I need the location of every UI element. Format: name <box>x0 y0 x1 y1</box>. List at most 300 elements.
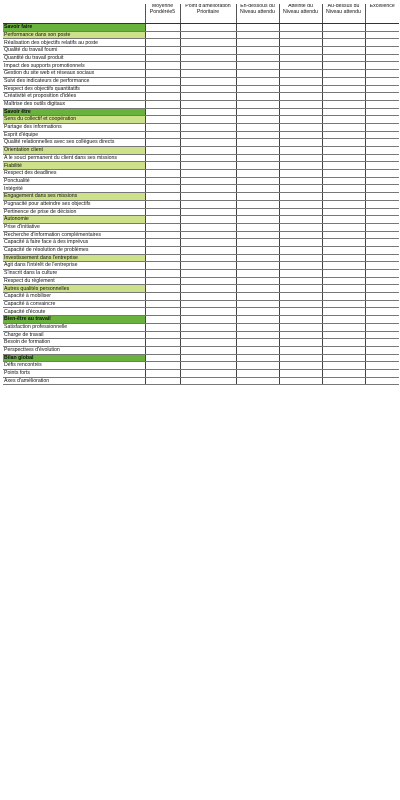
row-label: Esprit d'équipe <box>3 131 145 139</box>
rating-cell[interactable] <box>180 377 236 385</box>
rating-cell[interactable] <box>279 285 322 293</box>
rating-cell[interactable] <box>322 139 365 147</box>
rating-cell[interactable] <box>180 285 236 293</box>
rating-cell[interactable] <box>365 116 399 124</box>
rating-cell[interactable] <box>279 147 322 155</box>
rating-cell[interactable] <box>365 377 399 385</box>
rating-cell[interactable] <box>145 346 180 354</box>
rating-cell[interactable] <box>365 200 399 208</box>
rating-cell[interactable] <box>322 246 365 254</box>
rating-cell[interactable] <box>279 362 322 370</box>
rating-cell[interactable] <box>365 285 399 293</box>
rating-cell[interactable] <box>279 246 322 254</box>
rating-cell[interactable] <box>365 31 399 39</box>
rating-cell[interactable] <box>365 162 399 170</box>
rating-cell[interactable] <box>236 246 279 254</box>
rating-cell[interactable] <box>180 346 236 354</box>
rating-cell[interactable] <box>145 270 180 278</box>
rating-cell[interactable] <box>236 170 279 178</box>
rating-cell[interactable] <box>145 93 180 101</box>
rating-cell[interactable] <box>279 339 322 347</box>
rating-cell[interactable] <box>279 323 322 331</box>
rating-cell[interactable] <box>279 208 322 216</box>
rating-cell[interactable] <box>279 131 322 139</box>
rating-cell[interactable] <box>180 277 236 285</box>
rating-cell[interactable] <box>180 362 236 370</box>
rating-cell[interactable] <box>145 316 180 324</box>
rating-cell[interactable] <box>180 223 236 231</box>
rating-cell[interactable] <box>279 170 322 178</box>
rating-cell[interactable] <box>145 277 180 285</box>
rating-cell[interactable] <box>279 270 322 278</box>
rating-cell[interactable] <box>279 162 322 170</box>
table-row <box>3 323 399 331</box>
rating-cell[interactable] <box>236 216 279 224</box>
rating-cell[interactable] <box>180 262 236 270</box>
rating-cell[interactable] <box>279 369 322 377</box>
rating-cell[interactable] <box>236 185 279 193</box>
rating-cell[interactable] <box>279 100 322 108</box>
rating-cell[interactable] <box>322 377 365 385</box>
rating-cell[interactable] <box>322 93 365 101</box>
table-row <box>3 200 399 208</box>
rating-cell[interactable] <box>279 123 322 131</box>
rating-cell[interactable] <box>365 362 399 370</box>
rating-cell[interactable] <box>279 77 322 85</box>
rating-cell[interactable] <box>180 131 236 139</box>
rating-cell[interactable] <box>180 270 236 278</box>
rating-cell[interactable] <box>236 316 279 324</box>
rating-cell[interactable] <box>236 139 279 147</box>
rating-cell[interactable] <box>236 277 279 285</box>
rating-cell[interactable] <box>236 362 279 370</box>
rating-cell[interactable] <box>365 369 399 377</box>
rating-cell[interactable] <box>365 108 399 116</box>
rating-cell[interactable] <box>145 339 180 347</box>
rating-cell[interactable] <box>365 208 399 216</box>
rating-cell[interactable] <box>322 100 365 108</box>
rating-cell[interactable] <box>322 77 365 85</box>
rating-cell[interactable] <box>180 254 236 262</box>
rating-cell[interactable] <box>322 354 365 362</box>
rating-cell[interactable] <box>180 154 236 162</box>
rating-cell[interactable] <box>365 47 399 55</box>
rating-cell[interactable] <box>145 47 180 55</box>
rating-cell[interactable] <box>279 193 322 201</box>
rating-cell[interactable] <box>180 54 236 62</box>
rating-cell[interactable] <box>322 339 365 347</box>
rating-cell[interactable] <box>236 223 279 231</box>
rating-cell[interactable] <box>236 116 279 124</box>
rating-cell[interactable] <box>145 208 180 216</box>
rating-cell[interactable] <box>365 177 399 185</box>
rating-cell[interactable] <box>180 108 236 116</box>
rating-cell[interactable] <box>145 369 180 377</box>
rating-cell[interactable] <box>279 223 322 231</box>
rating-cell[interactable] <box>279 85 322 93</box>
rating-cell[interactable] <box>236 147 279 155</box>
rating-cell[interactable] <box>365 246 399 254</box>
rating-cell[interactable] <box>236 308 279 316</box>
rating-cell[interactable] <box>236 339 279 347</box>
rating-cell[interactable] <box>145 223 180 231</box>
rating-cell[interactable] <box>322 231 365 239</box>
rating-cell[interactable] <box>180 24 236 32</box>
rating-cell[interactable] <box>180 200 236 208</box>
rating-cell[interactable] <box>145 239 180 247</box>
rating-cell[interactable] <box>365 216 399 224</box>
rating-cell[interactable] <box>145 170 180 178</box>
rating-cell[interactable] <box>236 162 279 170</box>
rating-cell[interactable] <box>236 31 279 39</box>
rating-cell[interactable] <box>365 62 399 70</box>
table-body <box>3 24 399 385</box>
rating-cell[interactable] <box>322 200 365 208</box>
rating-cell[interactable] <box>145 24 180 32</box>
rating-cell[interactable] <box>365 24 399 32</box>
rating-cell[interactable] <box>322 116 365 124</box>
rating-cell[interactable] <box>322 31 365 39</box>
rating-cell[interactable] <box>180 77 236 85</box>
rating-cell[interactable] <box>322 346 365 354</box>
rating-cell[interactable] <box>145 308 180 316</box>
rating-cell[interactable] <box>236 193 279 201</box>
rating-cell[interactable] <box>145 262 180 270</box>
rating-cell[interactable] <box>279 377 322 385</box>
rating-cell[interactable] <box>365 93 399 101</box>
rating-cell[interactable] <box>236 285 279 293</box>
row-label: Investissement dans l'entreprise <box>3 254 145 262</box>
rating-cell[interactable] <box>145 200 180 208</box>
rating-cell[interactable] <box>365 170 399 178</box>
rating-cell[interactable] <box>365 185 399 193</box>
rating-cell[interactable] <box>180 231 236 239</box>
rating-cell[interactable] <box>236 293 279 301</box>
rating-cell[interactable] <box>180 177 236 185</box>
rating-cell[interactable] <box>322 369 365 377</box>
rating-cell[interactable] <box>322 193 365 201</box>
rating-cell[interactable] <box>180 116 236 124</box>
rating-cell[interactable] <box>180 185 236 193</box>
rating-cell[interactable] <box>279 70 322 78</box>
rating-cell[interactable] <box>145 108 180 116</box>
rating-cell[interactable] <box>236 331 279 339</box>
rating-cell[interactable] <box>236 346 279 354</box>
rating-cell[interactable] <box>279 24 322 32</box>
rating-cell[interactable] <box>145 123 180 131</box>
rating-cell[interactable] <box>365 77 399 85</box>
rating-cell[interactable] <box>236 123 279 131</box>
rating-cell[interactable] <box>236 77 279 85</box>
rating-cell[interactable] <box>322 147 365 155</box>
rating-cell[interactable] <box>322 239 365 247</box>
rating-cell[interactable] <box>279 346 322 354</box>
rating-cell[interactable] <box>145 77 180 85</box>
rating-cell[interactable] <box>236 54 279 62</box>
subsection-row <box>3 285 399 293</box>
rating-cell[interactable] <box>236 24 279 32</box>
rating-cell[interactable] <box>322 123 365 131</box>
rating-cell[interactable] <box>322 316 365 324</box>
rating-cell[interactable] <box>322 54 365 62</box>
rating-cell[interactable] <box>180 193 236 201</box>
rating-cell[interactable] <box>279 185 322 193</box>
row-label: Quantité du travail produit <box>3 54 145 62</box>
rating-cell[interactable] <box>180 100 236 108</box>
rating-cell[interactable] <box>236 93 279 101</box>
rating-cell[interactable] <box>180 331 236 339</box>
rating-cell[interactable] <box>145 70 180 78</box>
rating-cell[interactable] <box>279 354 322 362</box>
rating-cell[interactable] <box>365 354 399 362</box>
rating-cell[interactable] <box>365 270 399 278</box>
rating-cell[interactable] <box>145 62 180 70</box>
rating-cell[interactable] <box>236 239 279 247</box>
rating-cell[interactable] <box>279 262 322 270</box>
rating-cell[interactable] <box>279 47 322 55</box>
rating-cell[interactable] <box>279 239 322 247</box>
rating-cell[interactable] <box>236 323 279 331</box>
rating-cell[interactable] <box>180 70 236 78</box>
rating-cell[interactable] <box>180 354 236 362</box>
rating-cell[interactable] <box>180 316 236 324</box>
rating-cell[interactable] <box>236 354 279 362</box>
rating-cell[interactable] <box>279 154 322 162</box>
rating-cell[interactable] <box>365 70 399 78</box>
rating-cell[interactable] <box>365 154 399 162</box>
rating-cell[interactable] <box>322 293 365 301</box>
rating-cell[interactable] <box>279 308 322 316</box>
row-label: Points forts <box>3 369 145 377</box>
rating-cell[interactable] <box>279 39 322 47</box>
rating-cell[interactable] <box>145 323 180 331</box>
rating-cell[interactable] <box>279 231 322 239</box>
rating-cell[interactable] <box>180 369 236 377</box>
rating-cell[interactable] <box>180 139 236 147</box>
rating-cell[interactable] <box>180 39 236 47</box>
rating-cell[interactable] <box>236 70 279 78</box>
rating-cell[interactable] <box>145 39 180 47</box>
rating-cell[interactable] <box>236 208 279 216</box>
table-row <box>3 270 399 278</box>
rating-cell[interactable] <box>322 208 365 216</box>
rating-cell[interactable] <box>180 293 236 301</box>
rating-cell[interactable] <box>180 308 236 316</box>
rating-cell[interactable] <box>322 254 365 262</box>
rating-cell[interactable] <box>180 208 236 216</box>
rating-cell[interactable] <box>180 339 236 347</box>
rating-cell[interactable] <box>322 308 365 316</box>
rating-cell[interactable] <box>365 39 399 47</box>
rating-cell[interactable] <box>279 93 322 101</box>
rating-cell[interactable] <box>145 185 180 193</box>
rating-cell[interactable] <box>145 377 180 385</box>
row-label: Savoir être <box>3 108 145 116</box>
rating-cell[interactable] <box>145 362 180 370</box>
rating-cell[interactable] <box>145 293 180 301</box>
rating-cell[interactable] <box>365 100 399 108</box>
rating-cell[interactable] <box>279 200 322 208</box>
rating-cell[interactable] <box>180 147 236 155</box>
rating-cell[interactable] <box>279 300 322 308</box>
rating-cell[interactable] <box>322 216 365 224</box>
rating-cell[interactable] <box>322 162 365 170</box>
rating-cell[interactable] <box>322 331 365 339</box>
rating-cell[interactable] <box>365 123 399 131</box>
rating-cell[interactable] <box>145 254 180 262</box>
rating-cell[interactable] <box>236 200 279 208</box>
rating-cell[interactable] <box>236 231 279 239</box>
rating-cell[interactable] <box>236 39 279 47</box>
rating-cell[interactable] <box>145 331 180 339</box>
row-label: Bilan global <box>3 354 145 362</box>
rating-cell[interactable] <box>322 85 365 93</box>
rating-cell[interactable] <box>365 239 399 247</box>
rating-cell[interactable] <box>279 54 322 62</box>
rating-cell[interactable] <box>145 31 180 39</box>
rating-cell[interactable] <box>322 177 365 185</box>
rating-cell[interactable] <box>236 100 279 108</box>
rating-cell[interactable] <box>365 85 399 93</box>
rating-cell[interactable] <box>279 139 322 147</box>
row-label: Besoin de formation <box>3 339 145 347</box>
rating-cell[interactable] <box>180 300 236 308</box>
rating-cell[interactable] <box>145 300 180 308</box>
rating-cell[interactable] <box>236 108 279 116</box>
rating-cell[interactable] <box>145 147 180 155</box>
rating-cell[interactable] <box>145 116 180 124</box>
rating-cell[interactable] <box>322 62 365 70</box>
rating-cell[interactable] <box>236 369 279 377</box>
rating-cell[interactable] <box>180 31 236 39</box>
rating-cell[interactable] <box>236 270 279 278</box>
rating-cell[interactable] <box>279 177 322 185</box>
rating-cell[interactable] <box>236 131 279 139</box>
rating-cell[interactable] <box>145 216 180 224</box>
rating-cell[interactable] <box>145 193 180 201</box>
rating-cell[interactable] <box>322 262 365 270</box>
rating-cell[interactable] <box>322 131 365 139</box>
rating-cell[interactable] <box>236 47 279 55</box>
rating-cell[interactable] <box>236 300 279 308</box>
rating-cell[interactable] <box>322 270 365 278</box>
table-row <box>3 54 399 62</box>
rating-cell[interactable] <box>145 85 180 93</box>
rating-cell[interactable] <box>322 277 365 285</box>
rating-cell[interactable] <box>365 339 399 347</box>
rating-cell[interactable] <box>180 246 236 254</box>
rating-cell[interactable] <box>145 285 180 293</box>
rating-cell[interactable] <box>322 170 365 178</box>
rating-cell[interactable] <box>322 47 365 55</box>
rating-cell[interactable] <box>236 262 279 270</box>
rating-cell[interactable] <box>145 354 180 362</box>
rating-cell[interactable] <box>145 246 180 254</box>
rating-cell[interactable] <box>365 316 399 324</box>
rating-cell[interactable] <box>322 323 365 331</box>
rating-cell[interactable] <box>145 54 180 62</box>
rating-cell[interactable] <box>322 300 365 308</box>
rating-cell[interactable] <box>145 177 180 185</box>
rating-cell[interactable] <box>365 262 399 270</box>
rating-cell[interactable] <box>279 277 322 285</box>
rating-cell[interactable] <box>180 123 236 131</box>
rating-cell[interactable] <box>279 62 322 70</box>
rating-cell[interactable] <box>236 377 279 385</box>
rating-cell[interactable] <box>180 216 236 224</box>
rating-cell[interactable] <box>180 85 236 93</box>
rating-cell[interactable] <box>180 47 236 55</box>
rating-cell[interactable] <box>322 24 365 32</box>
rating-cell[interactable] <box>145 139 180 147</box>
rating-cell[interactable] <box>365 54 399 62</box>
rating-cell[interactable] <box>365 131 399 139</box>
rating-cell[interactable] <box>236 254 279 262</box>
rating-cell[interactable] <box>279 254 322 262</box>
rating-cell[interactable] <box>236 177 279 185</box>
rating-cell[interactable] <box>365 308 399 316</box>
rating-cell[interactable] <box>365 139 399 147</box>
rating-cell[interactable] <box>365 254 399 262</box>
table-row <box>3 70 399 78</box>
rating-cell[interactable] <box>180 323 236 331</box>
rating-cell[interactable] <box>365 223 399 231</box>
rating-cell[interactable] <box>145 231 180 239</box>
rating-cell[interactable] <box>322 362 365 370</box>
rating-cell[interactable] <box>365 331 399 339</box>
rating-cell[interactable] <box>279 31 322 39</box>
rating-cell[interactable] <box>365 277 399 285</box>
rating-cell[interactable] <box>365 147 399 155</box>
rating-cell[interactable] <box>322 108 365 116</box>
rating-cell[interactable] <box>145 154 180 162</box>
rating-cell[interactable] <box>365 193 399 201</box>
rating-cell[interactable] <box>279 216 322 224</box>
rating-cell[interactable] <box>236 62 279 70</box>
header-blank <box>3 4 145 24</box>
rating-cell[interactable] <box>322 185 365 193</box>
row-label: Pertinence de prise de décision <box>3 208 145 216</box>
rating-cell[interactable] <box>365 293 399 301</box>
rating-cell[interactable] <box>145 131 180 139</box>
rating-cell[interactable] <box>279 331 322 339</box>
rating-cell[interactable] <box>236 85 279 93</box>
rating-cell[interactable] <box>180 93 236 101</box>
rating-cell[interactable] <box>279 116 322 124</box>
rating-cell[interactable] <box>365 231 399 239</box>
rating-cell[interactable] <box>322 154 365 162</box>
rating-cell[interactable] <box>145 100 180 108</box>
rating-cell[interactable] <box>365 346 399 354</box>
rating-cell[interactable] <box>180 170 236 178</box>
rating-cell[interactable] <box>279 293 322 301</box>
rating-cell[interactable] <box>322 70 365 78</box>
rating-cell[interactable] <box>279 316 322 324</box>
rating-cell[interactable] <box>236 154 279 162</box>
rating-cell[interactable] <box>180 239 236 247</box>
rating-cell[interactable] <box>322 285 365 293</box>
rating-cell[interactable] <box>180 62 236 70</box>
rating-cell[interactable] <box>145 162 180 170</box>
rating-cell[interactable] <box>279 108 322 116</box>
rating-cell[interactable] <box>322 223 365 231</box>
rating-cell[interactable] <box>180 162 236 170</box>
rating-cell[interactable] <box>365 300 399 308</box>
rating-cell[interactable] <box>322 39 365 47</box>
header-row <box>3 4 399 24</box>
rating-cell[interactable] <box>365 323 399 331</box>
row-label: Autonomie <box>3 216 145 224</box>
